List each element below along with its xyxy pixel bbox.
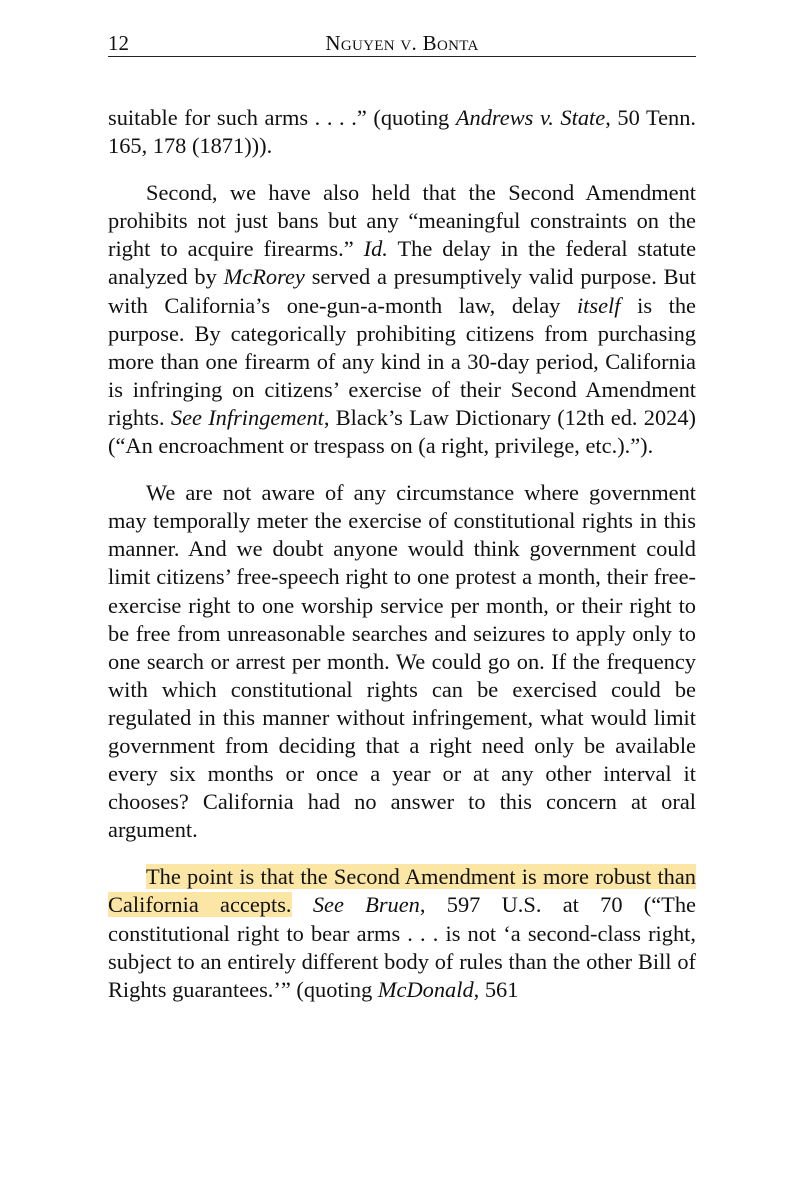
case-citation-mcrorey: McRorey — [223, 264, 305, 290]
highlighted-sentence: The point is that the Second Amendment is more robust than California accepts. — [108, 864, 696, 918]
paragraph-2-text-g: is the purpose. By categorically prohibiting citizens from purchasing more than one firearm of any kind in a 30-day period, California is infringing on citizens’ exercise of their Second Amendment rights. — [108, 292, 696, 430]
paragraph-3-text: We are not aware of any circumstance where government may temporally meter the exercise of constitutional rights in this manner. And we doubt anyone would think government could limit citizens’ free-speech right to one protest a month, their free-exercise right to one worship service per month, or their right to be free from unreasonable searches and seizures to apply only to one search or arrest per month. We could go on. If the frequency with which constitutional rights can be exercised could be regulated in this manner without infringement, what would limit government from deciding that a right need only be available every six months or once a year or at any other interval it chooses? California had no answer to this concern at oral argument. — [108, 480, 696, 843]
paragraph-1-text-c: , 50 Tenn. 165, 178 (1871))). — [108, 105, 696, 159]
citation-see-infringement: See Infringement — [170, 404, 324, 430]
citation-see-bruen: See Bruen — [312, 892, 420, 918]
citation-id: Id. — [363, 236, 388, 262]
paragraph-1 — [108, 104, 696, 160]
paragraph-4 — [108, 863, 696, 1003]
paragraph-4-text-f: , 561 — [473, 976, 519, 1002]
paragraph-2-text-i: , Black’s Law Dictionary (12th ed. 2024) (“An encroachment or trespass on (a right, privilege, etc.).”). — [108, 404, 696, 459]
case-citation-andrews: Andrews v. State — [455, 105, 606, 130]
paragraph-2 — [108, 179, 696, 460]
paragraph-1-text-a: suitable for such arms . . . .” (quoting — [108, 105, 456, 130]
paragraph-4-space — [292, 892, 313, 917]
paragraph-3 — [108, 479, 696, 844]
paragraph-2-text-e: served a presumptively valid purpose. But with California’s one-gun-a-month law, delay — [108, 264, 696, 318]
emphasis-itself: itself — [576, 292, 621, 318]
paragraph-2-text-a: Second, we have also held that the Second Amendment prohibits not just bans but any “meaningful constraints on the right to acquire firearms.” — [108, 180, 696, 262]
paragraph-2-text-c: The delay in the federal statute analyzed by — [108, 236, 697, 290]
running-title: Nguyen v. Bonta — [325, 31, 479, 55]
body-text — [108, 104, 696, 1023]
case-citation-mcdonald: McDonald — [377, 976, 474, 1002]
page-header — [108, 30, 696, 57]
page-number: 12 — [108, 31, 129, 55]
paragraph-4-text-d: , 597 U.S. at 70 (“The constitutional right to bear arms . . . is not ‘a second-class right, subject to an entirely different body of rules than the other Bill of Rights guarantees.’” (quoting — [108, 892, 696, 1002]
